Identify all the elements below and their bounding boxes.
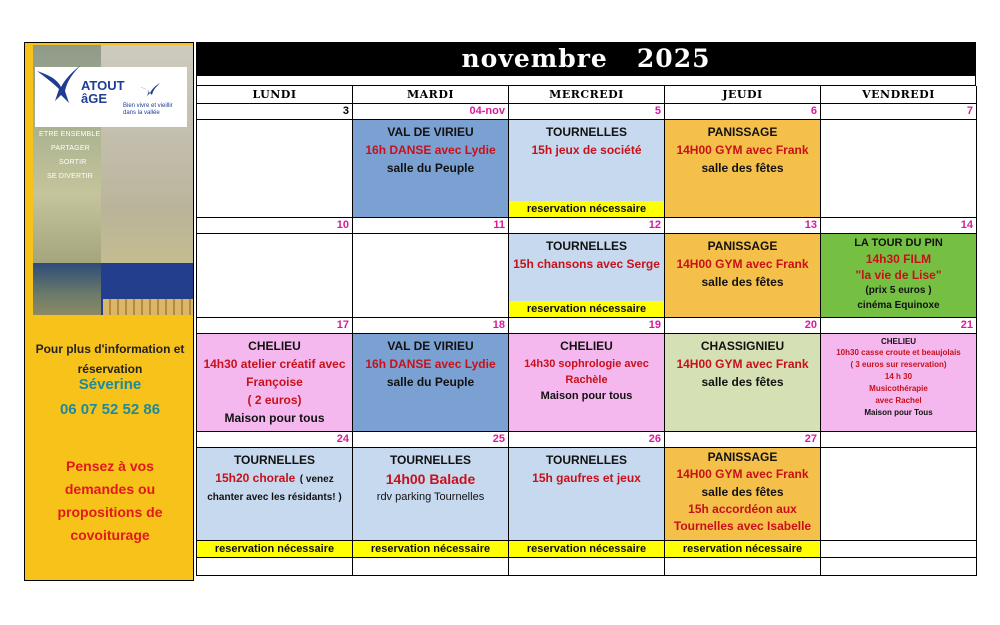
event-location: TOURNELLES (233, 453, 316, 467)
event-activity: 15h chansons avec Serge (513, 257, 660, 271)
event-location: TOURNELLES (389, 453, 472, 467)
reservation-notice: reservation nécessaire (353, 541, 509, 558)
reservation-notice: reservation nécessaire (509, 541, 665, 558)
event-activity: Rachèle (565, 374, 608, 386)
event-cell (665, 234, 821, 318)
motto-line: SE DIVERTIR (47, 173, 94, 180)
date-number: 20 (665, 318, 821, 334)
event-location: CHELIEU (560, 339, 613, 353)
event-cell (665, 448, 821, 541)
event-location: TOURNELLES (545, 125, 628, 139)
event-place: salle du Peuple (386, 375, 475, 389)
event-note: chanter avec les résidants! ) (207, 492, 342, 503)
event-cell (353, 120, 509, 218)
event-place: salle des fêtes (701, 275, 784, 289)
reminder-line: covoiturage (70, 527, 150, 543)
event-cell (509, 448, 665, 541)
empty-row-cell (821, 558, 977, 576)
event-activity: 14H00 GYM avec Frank (676, 357, 809, 371)
day-cell-empty (821, 120, 977, 218)
event-place: cinéma Equinoxe (857, 300, 940, 311)
event-activity: 14h30 atelier créatif avec (203, 357, 346, 371)
dayname-mardi: MARDI (353, 86, 509, 104)
event-activity: 14h30 FILM (865, 252, 932, 266)
logo-title-line1: ATOUT (81, 78, 125, 93)
event-location: PANISSAGE (707, 450, 778, 464)
date-number: 17 (197, 318, 353, 334)
association-logo (35, 67, 187, 127)
small-swallow-icon (139, 81, 161, 97)
event-cell (821, 234, 977, 318)
motto-line: ETRE ENSEMBLE (39, 131, 101, 138)
day-cell-empty (197, 234, 353, 318)
date-number: 26 (509, 432, 665, 448)
event-note: ( 3 euros sur reservation) (850, 360, 947, 369)
date-number: 24 (197, 432, 353, 448)
reservation-notice: reservation nécessaire (197, 541, 353, 558)
event-place: salle des fêtes (701, 485, 784, 499)
event-activity: 14h30 sophrologie avec (524, 358, 649, 370)
event-location: LA TOUR DU PIN (854, 237, 943, 249)
event-location: VAL DE VIRIEU (387, 125, 474, 139)
motto-line: SORTIR (59, 159, 87, 166)
contact-name: Séverine (78, 376, 142, 393)
empty-row-cell (353, 558, 509, 576)
reminder-line: demandes ou (64, 481, 156, 497)
contact-phone: 06 07 52 52 86 (59, 401, 161, 418)
reminder-line: Pensez à vos (66, 458, 154, 474)
calendar-title: novembre 2025 (196, 42, 976, 76)
event-activity: Tournelles avec Isabelle (673, 519, 812, 533)
date-number: 18 (353, 318, 509, 334)
reservation-notice: reservation nécessaire (665, 541, 821, 558)
event-activity: 14h00 Balade (385, 471, 476, 487)
date-number: 10 (197, 218, 353, 234)
event-activity: 15h gaufres et jeux (532, 471, 641, 485)
banner-fence (103, 299, 193, 315)
event-cell (665, 120, 821, 218)
date-number: 21 (821, 318, 977, 334)
calendar-grid (196, 85, 976, 576)
event-cell (197, 334, 353, 432)
date-number: 14 (821, 218, 977, 234)
empty-row-cell (665, 558, 821, 576)
date-number: 13 (665, 218, 821, 234)
event-location: TOURNELLES (545, 453, 628, 467)
event-activity: "la vie de Lise" (855, 268, 942, 282)
event-activity: 15h jeux de société (531, 143, 642, 157)
carpool-reminder (33, 455, 187, 547)
event-location: TOURNELLES (545, 239, 628, 253)
reservation-notice: reservation nécessaire (509, 201, 664, 217)
event-cell (509, 334, 665, 432)
event-cell (353, 334, 509, 432)
date-number: 3 (197, 104, 353, 120)
event-place: salle des fêtes (701, 375, 784, 389)
event-place: Maison pour tous (540, 390, 633, 402)
event-location: CHELIEU (248, 339, 301, 353)
date-number: 6 (665, 104, 821, 120)
event-location: PANISSAGE (707, 239, 778, 253)
reservation-notice: reservation nécessaire (509, 301, 664, 317)
event-activity: 14H00 GYM avec Frank (676, 467, 809, 481)
day-cell-empty (821, 448, 977, 541)
event-cell (509, 120, 665, 218)
event-cell (509, 234, 665, 318)
monthly-calendar (196, 42, 976, 576)
sidebar-banner-image (33, 45, 193, 315)
event-cell (821, 334, 977, 432)
event-activity: avec Rachel (875, 396, 922, 405)
event-location: CHELIEU (880, 337, 917, 346)
date-number: 04-nov (353, 104, 509, 120)
event-activity: 10h30 casse croute et beaujolais (836, 348, 961, 357)
info-line: Pour plus d'information et (35, 342, 185, 356)
event-price: ( 2 euros) (247, 393, 302, 407)
event-location: CHASSIGNIEU (700, 339, 785, 353)
logo-title-line2: âGE (81, 91, 108, 106)
info-line: réservation (77, 362, 143, 376)
dayname-vendredi: VENDREDI (821, 86, 977, 104)
dayname-jeudi: JEUDI (665, 86, 821, 104)
event-activity: 14H00 GYM avec Frank (676, 257, 809, 271)
swallow-icon (35, 57, 83, 105)
date-number: 5 (509, 104, 665, 120)
empty-row-cell (509, 558, 665, 576)
event-place: salle du Peuple (386, 161, 475, 175)
event-activity: 15h accordéon aux (688, 502, 797, 516)
date-number: 7 (821, 104, 977, 120)
event-activity: Musicothérapie (869, 384, 928, 393)
date-number: 27 (665, 432, 821, 448)
event-place: salle des fêtes (701, 161, 784, 175)
event-note: ( venez (299, 474, 334, 485)
event-activity: Françoise (246, 375, 303, 389)
info-text (25, 339, 195, 379)
event-activity: 16h DANSE avec Lydie (365, 357, 496, 371)
event-activity: 14H00 GYM avec Frank (676, 143, 809, 157)
event-cell (665, 334, 821, 432)
event-place: Maison pour Tous (864, 408, 933, 417)
day-cell-empty (197, 120, 353, 218)
event-place: Maison pour tous (224, 411, 325, 425)
day-cell-empty (353, 234, 509, 318)
event-activity: 16h DANSE avec Lydie (365, 143, 496, 157)
day-cell-empty (821, 541, 977, 558)
dayname-lundi: LUNDI (197, 86, 353, 104)
date-number: 25 (353, 432, 509, 448)
date-number: 12 (509, 218, 665, 234)
motto-line: PARTAGER (51, 145, 90, 152)
date-number (821, 432, 977, 448)
date-number: 19 (509, 318, 665, 334)
event-location: VAL DE VIRIEU (387, 339, 474, 353)
event-cell (353, 448, 509, 541)
reminder-line: propositions de (57, 504, 163, 520)
event-place: rdv parking Tournelles (376, 491, 485, 503)
date-number: 11 (353, 218, 509, 234)
event-price: (prix 5 euros ) (865, 285, 932, 296)
event-location: PANISSAGE (707, 125, 778, 139)
event-cell (197, 448, 353, 541)
banner-photo (33, 263, 101, 315)
info-sidebar (24, 42, 194, 581)
empty-row-cell (197, 558, 353, 576)
event-activity: 15h20 chorale (215, 471, 296, 485)
event-activity: 14 h 30 (884, 372, 913, 381)
dayname-mercredi: MERCREDI (509, 86, 665, 104)
logo-tagline: Bien vivre et vieillir dans la vallée (123, 103, 173, 116)
